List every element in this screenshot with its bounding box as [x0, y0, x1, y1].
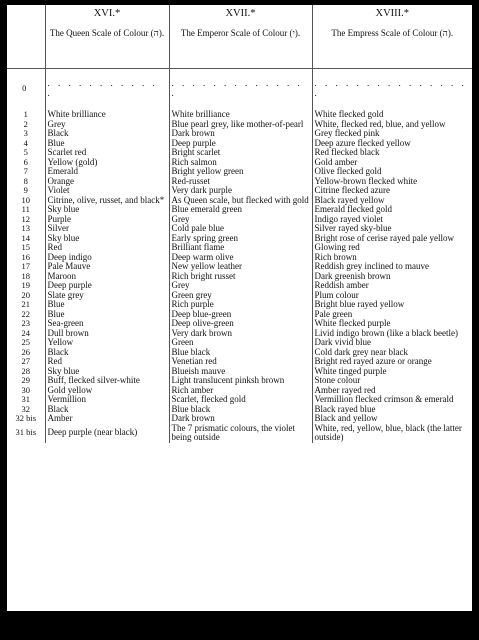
queen-colour: Yellow	[45, 338, 169, 348]
row-number: 30	[21, 385, 30, 395]
queen-colour: Sky blue	[45, 367, 169, 377]
queen-colour: Black	[45, 129, 169, 139]
table-row	[7, 357, 472, 367]
emperor-colour: White brilliance	[169, 110, 312, 120]
row-number: 25	[21, 338, 30, 347]
table-row	[7, 120, 472, 130]
queen-colour: Sea-green	[45, 319, 169, 329]
queen-colour: Emerald	[45, 167, 169, 177]
table-row	[7, 224, 472, 234]
spacer-row	[7, 69, 472, 80]
table-row	[7, 405, 472, 415]
row-number: 31	[21, 395, 30, 404]
queen-colour: Sky blue	[45, 205, 169, 215]
empress-colour: Bright red rayed azure or orange	[312, 357, 472, 367]
empress-colour: Indigo rayed violet	[312, 215, 472, 225]
queen-colour: Maroon	[45, 272, 169, 282]
queen-colour: Blue	[45, 300, 169, 310]
table-row	[7, 196, 472, 206]
table-row	[7, 310, 472, 320]
emperor-colour: Deep blue-green	[169, 310, 312, 320]
column-roman-numeral: XVII.*	[225, 8, 256, 19]
column-title: The Queen Scale of Colour (ה).	[49, 28, 165, 38]
empress-colour: Bright rose of cerise rayed pale yellow	[312, 234, 472, 244]
queen-colour: Sky blue	[45, 234, 169, 244]
row-number: 22	[21, 309, 30, 319]
empress-colour: Glowing red	[312, 243, 472, 253]
header-empress-scale	[312, 5, 472, 69]
emperor-colour: Dark brown	[169, 414, 312, 424]
row-number: 16	[21, 252, 30, 262]
table-row	[7, 205, 472, 215]
queen-colour: Amber	[45, 414, 169, 424]
table-row	[7, 424, 472, 443]
empress-colour: Stone colour	[312, 376, 472, 386]
emperor-colour: Cold pale blue	[169, 224, 312, 234]
column-title: The Empress Scale of Colour (ה).	[331, 28, 454, 38]
queen-colour: Orange	[45, 177, 169, 187]
emperor-colour: Early spring green	[169, 234, 312, 244]
empress-colour: Emerald flecked gold	[312, 205, 472, 215]
queen-colour: Deep indigo	[45, 253, 169, 263]
queen-colour: Dull brown	[45, 329, 169, 339]
row-number: 7	[23, 167, 28, 176]
empress-colour: Cold dark grey near black	[312, 348, 472, 358]
queen-colour: Scarlet red	[45, 148, 169, 158]
header-number-cell	[7, 5, 45, 69]
table-row	[7, 148, 472, 158]
empress-colour: Dark vivid blue	[312, 338, 472, 348]
row-number: 4	[23, 138, 28, 148]
row-number: 29	[21, 376, 30, 385]
emperor-colour: Very dark brown	[169, 329, 312, 339]
row-number: 17	[21, 262, 30, 271]
empress-colour: Yellow-brown flecked white	[312, 177, 472, 187]
emperor-colour: Rich bright russet	[169, 272, 312, 282]
empress-colour: White, flecked red, blue, and yellow	[312, 120, 472, 130]
queen-colour: Deep purple (near black)	[45, 424, 169, 443]
empress-colour: Plum colour	[312, 291, 472, 301]
queen-colour: Purple	[45, 215, 169, 225]
table-row	[7, 243, 472, 253]
empress-colour: White, red, yellow, blue, black (the latter outside)	[312, 424, 472, 443]
table-row	[7, 395, 472, 405]
table-row	[7, 186, 472, 196]
table-row	[7, 272, 472, 282]
emperor-colour: Rich salmon	[169, 158, 312, 168]
row-number: 1	[23, 110, 28, 119]
emperor-colour: Blue emerald green	[169, 205, 312, 215]
queen-colour: Buff, flecked silver-white	[45, 376, 169, 386]
table-row	[7, 348, 472, 358]
row-number: 11	[21, 205, 30, 214]
empress-colour: Silver rayed sky-blue	[312, 224, 472, 234]
row-number: 6	[23, 157, 28, 167]
queen-colour: Black	[45, 405, 169, 415]
table-row	[7, 262, 472, 272]
empress-colour: Amber rayed red	[312, 386, 472, 396]
column-roman-numeral: XVI.*	[93, 8, 121, 19]
empress-colour: Olive flecked gold	[312, 167, 472, 177]
empress-colour: Rich brown	[312, 253, 472, 263]
row-number: 31 bis	[15, 427, 37, 438]
emperor-colour: New yellow leather	[169, 262, 312, 272]
header-emperor-scale	[169, 5, 312, 69]
table-row	[7, 329, 472, 339]
queen-colour: Red	[45, 243, 169, 253]
empress-colour: Reddish grey inclined to mauve	[312, 262, 472, 272]
empress-colour: Reddish amber	[312, 281, 472, 291]
row-number: 9	[23, 186, 28, 195]
row-number: 10	[21, 195, 30, 205]
row-number: 15	[21, 243, 30, 252]
table-row	[7, 319, 472, 329]
queen-colour: Pale Mauve	[45, 262, 169, 272]
emperor-colour: Grey	[169, 281, 312, 291]
table-row	[7, 139, 472, 149]
row-number: 28	[21, 366, 30, 376]
row-number: 23	[21, 319, 30, 328]
emperor-colour: Very dark purple	[169, 186, 312, 196]
emperor-colour: Blueish mauve	[169, 367, 312, 377]
header-queen-scale	[45, 5, 169, 69]
queen-colour: Slate grey	[45, 291, 169, 301]
row-number: 24	[21, 328, 30, 338]
queen-colour: Gold yellow	[45, 386, 169, 396]
empress-colour: White flecked gold	[312, 110, 472, 120]
table-row	[7, 177, 472, 187]
row-number: 18	[21, 271, 30, 281]
queen-dots: . . . . . . . . . . . .	[45, 79, 169, 98]
emperor-colour: Green grey	[169, 291, 312, 301]
queen-colour: Violet	[45, 186, 169, 196]
queen-colour: Blue	[45, 310, 169, 320]
empress-colour: Grey flecked pink	[312, 129, 472, 139]
emperor-colour: As Queen scale, but flecked with gold	[169, 196, 312, 206]
emperor-colour: Deep olive-green	[169, 319, 312, 329]
row-number: 12	[21, 214, 30, 224]
emperor-dots: . . . . . . . . . . . . . .	[169, 79, 312, 98]
table-row	[7, 367, 472, 377]
table-row	[7, 376, 472, 386]
row-number: 27	[21, 357, 30, 366]
emperor-colour: Deep warm olive	[169, 253, 312, 263]
queen-colour: Silver	[45, 224, 169, 234]
row-number: 3	[23, 129, 28, 138]
queen-colour: White brilliance	[45, 110, 169, 120]
empress-colour: Black rayed blue	[312, 405, 472, 415]
table-row	[7, 129, 472, 139]
table-row	[7, 215, 472, 225]
emperor-colour: Venetian red	[169, 357, 312, 367]
row-number: 32	[21, 404, 30, 414]
emperor-colour: Blue black	[169, 348, 312, 358]
empress-colour: Livid indigo brown (like a black beetle)	[312, 329, 472, 339]
row-number: 21	[21, 300, 30, 309]
table-row	[7, 414, 472, 424]
emperor-colour: Blue black	[169, 405, 312, 415]
row-number: 14	[21, 233, 30, 243]
table-row	[7, 167, 472, 177]
table-row	[7, 300, 472, 310]
row-number: 20	[21, 290, 30, 300]
table-row	[7, 291, 472, 301]
empress-colour: White tinged purple	[312, 367, 472, 377]
empress-colour: Black and yellow	[312, 414, 472, 424]
emperor-colour: Rich purple	[169, 300, 312, 310]
row-number: 5	[23, 148, 28, 157]
emperor-colour: Light translucent pinksh brown	[169, 376, 312, 386]
emperor-colour: Green	[169, 338, 312, 348]
empress-colour: Black rayed yellow	[312, 196, 472, 206]
emperor-colour: Bright yellow green	[169, 167, 312, 177]
emperor-colour: Brilliant flame	[169, 243, 312, 253]
table-row	[7, 386, 472, 396]
queen-colour: Vermillion	[45, 395, 169, 405]
row-number: 26	[21, 347, 30, 357]
empress-colour: Gold amber	[312, 158, 472, 168]
header-row	[7, 5, 472, 69]
emperor-colour: Red-russet	[169, 177, 312, 187]
document-page	[7, 5, 472, 611]
emperor-colour: Dark brown	[169, 129, 312, 139]
row-number: 2	[23, 119, 28, 129]
emperor-colour: Bright scarlet	[169, 148, 312, 158]
table-row	[7, 338, 472, 348]
row-number: 32 bis	[15, 414, 37, 423]
table-row	[7, 281, 472, 291]
column-title: The Emperor Scale of Colour (י).	[180, 28, 301, 38]
table-row	[7, 253, 472, 263]
row-number: 8	[23, 176, 28, 186]
emperor-colour: Grey	[169, 215, 312, 225]
empress-colour: White flecked purple	[312, 319, 472, 329]
empress-colour: Red flecked black	[312, 148, 472, 158]
emperor-colour: Deep purple	[169, 139, 312, 149]
row-number: 0	[22, 82, 30, 93]
table-row	[7, 110, 472, 120]
emperor-colour: The 7 prismatic colours, the violet being outside	[169, 424, 312, 443]
colour-scales-table	[7, 5, 472, 443]
empress-colour: Dark greenish brown	[312, 272, 472, 282]
row-zero	[7, 79, 472, 98]
queen-colour: Black	[45, 348, 169, 358]
queen-colour: Yellow (gold)	[45, 158, 169, 168]
spacer-row	[7, 98, 472, 110]
table-row	[7, 158, 472, 168]
row-number: 13	[21, 224, 30, 233]
queen-colour: Blue	[45, 139, 169, 149]
empress-dots: . . . . . . . . . . . . . . . .	[312, 79, 472, 98]
emperor-colour: Rich amber	[169, 386, 312, 396]
queen-colour: Grey	[45, 120, 169, 130]
queen-colour: Red	[45, 357, 169, 367]
row-number: 19	[21, 281, 30, 290]
emperor-colour: Scarlet, flecked gold	[169, 395, 312, 405]
table-row	[7, 234, 472, 244]
empress-colour: Pale green	[312, 310, 472, 320]
emperor-colour: Blue pearl grey, like mother-of-pearl	[169, 120, 312, 130]
column-roman-numeral: XVIII.*	[375, 8, 410, 19]
empress-colour: Vermillion flecked crimson & emerald	[312, 395, 472, 405]
queen-colour: Citrine, olive, russet, and black*	[45, 196, 169, 206]
empress-colour: Deep azure flecked yellow	[312, 139, 472, 149]
queen-colour: Deep purple	[45, 281, 169, 291]
empress-colour: Bright blue rayed yellow	[312, 300, 472, 310]
empress-colour: Citrine flecked azure	[312, 186, 472, 196]
